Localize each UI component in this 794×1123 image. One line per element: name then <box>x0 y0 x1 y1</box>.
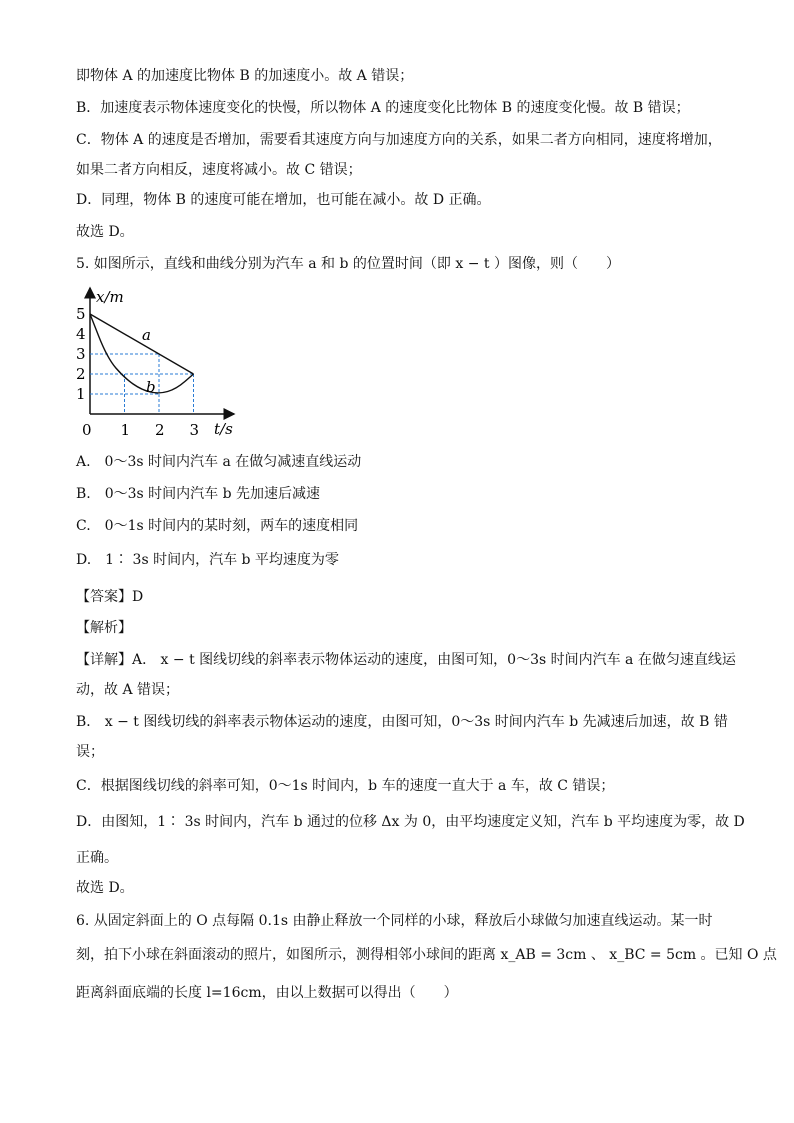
origin-label: 0 <box>82 421 92 439</box>
text-line: B．加速度表示物体速度变化的快慢，所以物体 A 的速度变化比物体 B 的速度变化慢。故 B 错误； <box>76 100 690 116</box>
detail-line: C．根据图线切线的斜率可知，0～1s 时间内，b 车的速度一直大于 a 车，故 C 错误； <box>76 778 615 794</box>
series-a-line <box>90 314 194 374</box>
text-line: C．物体 A 的速度是否增加，需要看其速度方向与加速度方向的关系，如果二者方向相同，速度将增加， <box>76 132 722 148</box>
detail-line: 故选 D。 <box>76 880 134 896</box>
series-b-label: b <box>146 378 156 396</box>
question-5-stem: 5. 如图所示，直线和曲线分别为汽车 a 和 b 的位置时间（即 x − t ）图像，则（ ） <box>76 256 620 272</box>
text-line: D．同理，物体 B 的速度可能在增加，也可能在减小。故 D 正确。 <box>76 192 491 208</box>
x-tick-label: 1 <box>120 421 131 439</box>
x-axis-label: t/s <box>214 420 233 438</box>
series-a-label: a <box>142 326 151 344</box>
text-line: 即物体 A 的加速度比物体 B 的加速度小。故 A 错误； <box>76 68 414 84</box>
detail-line: 正确。 <box>76 850 118 866</box>
option-d: D. 1∶ 3s 时间内，汽车 b 平均速度为零 <box>76 552 339 568</box>
detail-line: 误； <box>76 744 104 760</box>
y-tick-label: 1 <box>76 385 86 403</box>
question-6-line: 距离斜面底端的长度 l=16cm，由以上数据可以得出（ ） <box>76 985 458 1001</box>
xt-graph <box>76 282 246 442</box>
option-a: A. 0～3s 时间内汽车 a 在做匀减速直线运动 <box>76 454 362 470</box>
option-c: C. 0～1s 时间内的某时刻，两车的速度相同 <box>76 518 359 534</box>
detail-line: 动，故 A 错误； <box>76 682 180 698</box>
y-axis-label: x/m <box>96 288 124 306</box>
answer-label: 【答案】D <box>76 589 144 605</box>
text-line: 故选 D。 <box>76 224 134 240</box>
x-tick-label: 2 <box>155 421 165 439</box>
detail-line: B． x − t 图线切线的斜率表示物体运动的速度，由图可知，0～3s 时间内汽车 b 先减速后加速，故 B 错 <box>76 714 728 730</box>
y-tick-label: 3 <box>76 345 86 363</box>
x-tick-label: 3 <box>189 421 200 439</box>
y-tick-label: 2 <box>76 365 86 383</box>
detail-line: 【详解】A． x − t 图线切线的斜率表示物体运动的速度，由图可知，0～3s 时间内汽车 a 在做匀速直线运 <box>76 652 736 668</box>
y-tick-label: 4 <box>76 325 86 343</box>
analysis-label: 【解析】 <box>76 620 132 636</box>
option-b: B. 0～3s 时间内汽车 b 先加速后减速 <box>76 486 321 502</box>
detail-line: D．由图知，1∶ 3s 时间内，汽车 b 通过的位移 Δx 为 0，由平均速度定义知，汽车 b 平均速度为零，故 D <box>76 814 745 830</box>
question-6-line: 6. 从固定斜面上的 O 点每隔 0.1s 由静止释放一个同样的小球，释放后小球做匀加速直线运动。某一时 <box>76 913 713 929</box>
question-6-line: 刻，拍下小球在斜面滚动的照片，如图所示，测得相邻小球间的距离 x_AB = 3cm 、 x_BC = 5cm 。已知 O 点 <box>76 947 777 963</box>
text-line: 如果二者方向相反，速度将减小。故 C 错误； <box>76 162 362 178</box>
y-tick-label: 5 <box>76 305 86 323</box>
